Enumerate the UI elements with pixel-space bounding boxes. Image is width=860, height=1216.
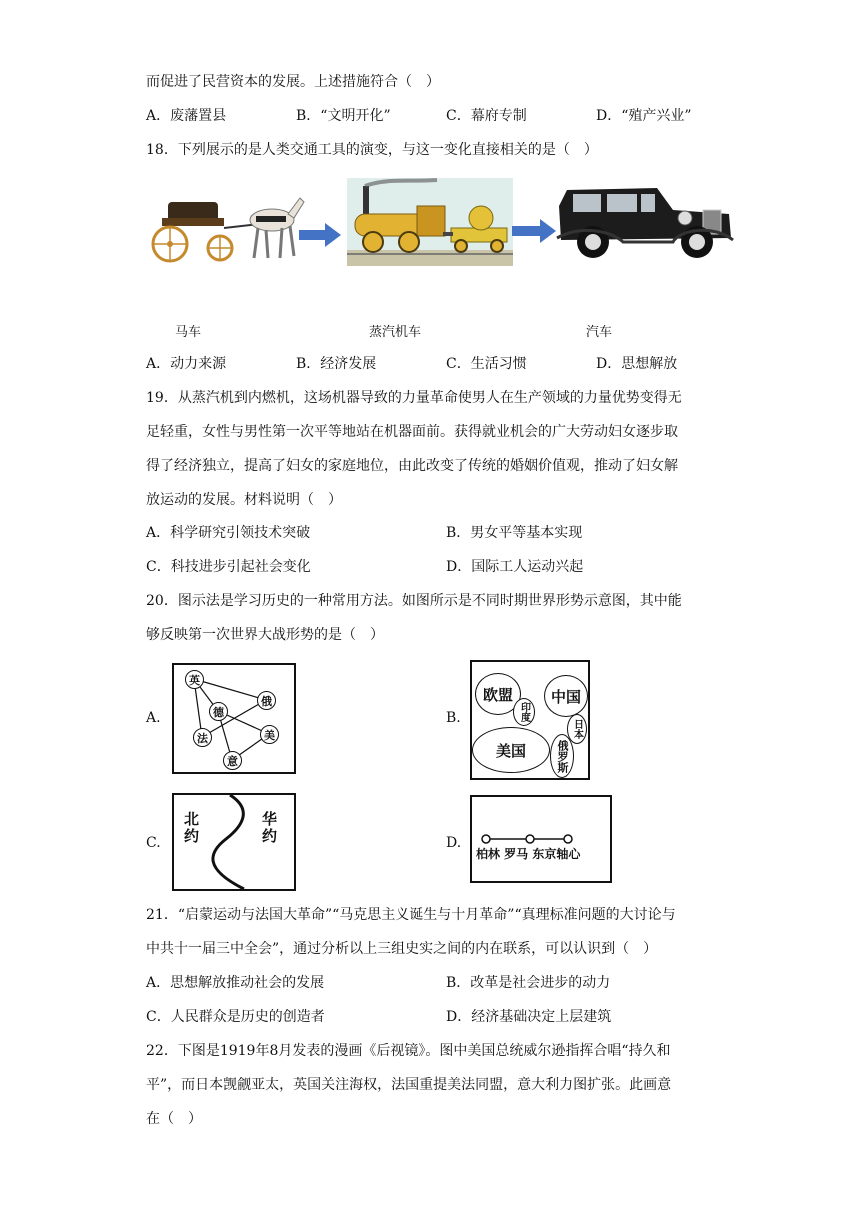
q18-option-b[interactable]: B．经济发展 bbox=[296, 356, 377, 372]
vintage-car-image bbox=[553, 180, 735, 264]
q17-text: 而促进了民营资本的发展。上述措施符合（ ） bbox=[146, 74, 440, 90]
diagram-d[interactable] bbox=[470, 795, 612, 883]
q17-option-b[interactable]: B．“文明开化” bbox=[296, 108, 391, 124]
node-china: 中国 bbox=[544, 675, 588, 717]
q18-option-c[interactable]: C．生活习惯 bbox=[446, 356, 527, 372]
q20-option-c-label[interactable]: C. bbox=[146, 835, 161, 851]
q20-option-a-label[interactable]: A. bbox=[146, 710, 161, 726]
caption-car: 汽车 bbox=[586, 325, 613, 340]
label-warsaw-pact: 华约 bbox=[262, 810, 278, 845]
q19-line-4: 放运动的发展。材料说明（ ） bbox=[146, 492, 342, 508]
caption-carriage: 马车 bbox=[175, 325, 202, 340]
q20-line-2: 够反映第一次世界大战形势的是（ ） bbox=[146, 627, 384, 643]
q21-option-c[interactable]: C．人民群众是历史的创造者 bbox=[146, 1009, 325, 1025]
node-india: 印度 bbox=[513, 698, 535, 726]
q17-option-c[interactable]: C．幕府专制 bbox=[446, 108, 527, 124]
diagram-a[interactable] bbox=[172, 663, 296, 774]
q19-option-d[interactable]: D．国际工人运动兴起 bbox=[446, 559, 584, 575]
q21-line-1: 21．“启蒙运动与法国大革命”“马克思主义诞生与十月革命”“真理标准问题的大讨论与 bbox=[146, 907, 676, 923]
q19-option-a[interactable]: A．科学研究引领技术突破 bbox=[146, 525, 311, 541]
q18-option-d[interactable]: D．思想解放 bbox=[596, 356, 678, 372]
caption-locomotive: 蒸汽机车 bbox=[369, 325, 422, 340]
q18-option-a[interactable]: A．动力来源 bbox=[146, 356, 227, 372]
q19-line-1: 19．从蒸汽机到内燃机，这场机器导致的力量革命使男人在生产领域的力量优势变得无 bbox=[146, 390, 682, 406]
q20-option-b-label[interactable]: B. bbox=[446, 710, 461, 726]
q18-stem: 18．下列展示的是人类交通工具的演变，与这一变化直接相关的是（ ） bbox=[146, 142, 598, 158]
label-nato: 北约 bbox=[184, 810, 200, 845]
q17-option-d[interactable]: D．“殖产兴业” bbox=[596, 108, 692, 124]
node-britain: 英 bbox=[185, 670, 204, 689]
node-russia: 俄罗斯 bbox=[550, 734, 574, 778]
q19-option-b[interactable]: B．男女平等基本实现 bbox=[446, 525, 583, 541]
q21-option-d[interactable]: D．经济基础决定上层建筑 bbox=[446, 1009, 612, 1025]
q20-option-d-label[interactable]: D. bbox=[446, 835, 462, 851]
diagram-b[interactable] bbox=[470, 660, 590, 780]
arrow-right-icon bbox=[299, 223, 341, 247]
node-france: 法 bbox=[193, 728, 212, 747]
node-eu: 欧盟 bbox=[475, 673, 521, 715]
node-russia: 俄 bbox=[257, 691, 276, 710]
node-usa: 美国 bbox=[472, 727, 550, 773]
q19-option-c[interactable]: C．科技进步引起社会变化 bbox=[146, 559, 311, 575]
q19-line-2: 足轻重，女性与男性第一次平等地站在机器面前。获得就业机会的广大劳动妇女逐步取 bbox=[146, 424, 678, 440]
node-usa: 美 bbox=[260, 725, 279, 744]
arrow-right-icon bbox=[512, 219, 556, 243]
diagram-d-line bbox=[472, 797, 610, 881]
label-axis: 柏林 罗马 东京轴心 bbox=[476, 847, 581, 861]
q22-line-1: 22．下图是1919年8月发表的漫画《后视镜》。图中美国总统威尔逊指挥合唱“持久和 bbox=[146, 1043, 671, 1059]
node-italy: 意 bbox=[223, 751, 242, 770]
node-japan: 日本 bbox=[567, 714, 587, 744]
node-germany: 德 bbox=[209, 702, 228, 721]
q22-line-3: 在（ ） bbox=[146, 1111, 202, 1127]
q19-line-3: 得了经济独立，提高了妇女的家庭地位，由此改变了传统的婚姻价值观，推动了妇女解 bbox=[146, 458, 678, 474]
q17-option-a[interactable]: A．废藩置县 bbox=[146, 108, 227, 124]
diagram-c[interactable] bbox=[172, 793, 296, 891]
q21-option-b[interactable]: B．改革是社会进步的动力 bbox=[446, 975, 611, 991]
carriage-image bbox=[148, 188, 308, 268]
q20-line-1: 20．图示法是学习历史的一种常用方法。如图所示是不同时期世界形势示意图，其中能 bbox=[146, 593, 682, 609]
q21-line-2: 中共十一届三中全会”，通过分析以上三组史实之间的内在联系，可以认识到（ ） bbox=[146, 941, 658, 957]
steam-locomotive-image bbox=[347, 178, 513, 266]
q22-line-2: 平”，而日本觊觎亚太，英国关注海权，法国重提美法同盟，意大利力图扩张。此画意 bbox=[146, 1077, 672, 1093]
q21-option-a[interactable]: A．思想解放推动社会的发展 bbox=[146, 975, 325, 991]
